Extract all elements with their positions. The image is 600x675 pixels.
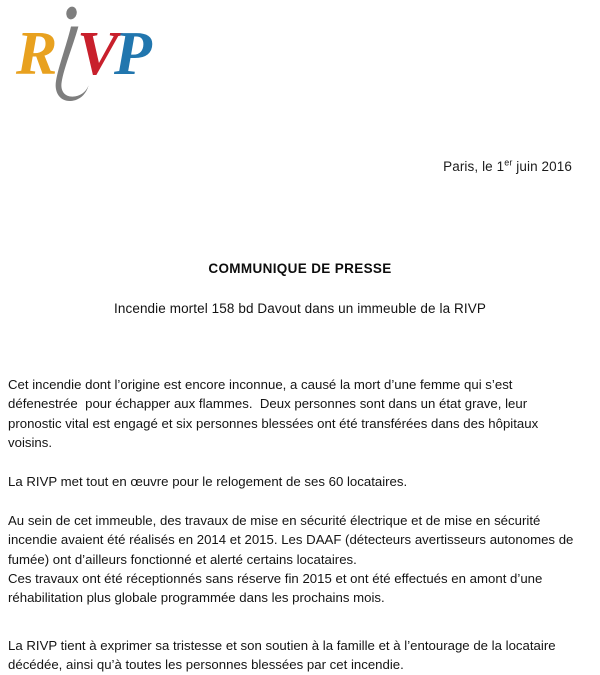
page-title: COMMUNIQUE DE PRESSE <box>208 261 392 276</box>
body-paragraph: Ces travaux ont été réceptionnés sans réserve fin 2015 et ont été effectués en amont d’une réhabilitation plus globale programmée dans les prochains mois. <box>8 571 547 606</box>
date-prefix: Paris, le 1 <box>443 159 505 174</box>
page-subtitle: Incendie mortel 158 bd Davout dans un immeuble de la RIVP <box>114 301 486 316</box>
rivp-logo-icon <box>14 2 164 110</box>
logo-letter-r: R <box>16 20 58 88</box>
body-paragraph: Au sein de cet immeuble, des travaux de mise en sécurité électrique et de mise en sécurité incendie avaient été réalisés en 2014 et 2015. Les DAAF (détecteurs avertisseurs autonomes de fumée) ont d’ailleurs fonctionné et alerté certains locataires. <box>8 512 578 567</box>
document-body <box>8 375 584 675</box>
body-paragraph: La RIVP tient à exprimer sa tristesse et son soutien à la famille et à l’entourage de la locataire décédée, ainsi qu’à toutes les personnes blessées par cet incendie. <box>8 637 560 673</box>
body-paragraph: Cet incendie dont l’origine est encore inconnue, a causé la mort d’une femme qui s’est défenestrée pour échapper aux flammes. Deux personnes sont dans un état grave, leur pronostic vital est engagé et six personnes blessées ont été transférées dans des hôpitaux voisins. <box>8 377 542 451</box>
date-line <box>0 158 572 176</box>
logo-letter-p: P <box>114 20 152 88</box>
body-paragraph: La RIVP met tout en œuvre pour le relogement de ses 60 locataires. <box>8 474 408 490</box>
logo-letter-v: V <box>77 20 119 88</box>
date-ordinal-suffix: er <box>504 157 513 168</box>
rivp-logo <box>14 2 164 110</box>
date-suffix: juin 2016 <box>512 159 572 174</box>
